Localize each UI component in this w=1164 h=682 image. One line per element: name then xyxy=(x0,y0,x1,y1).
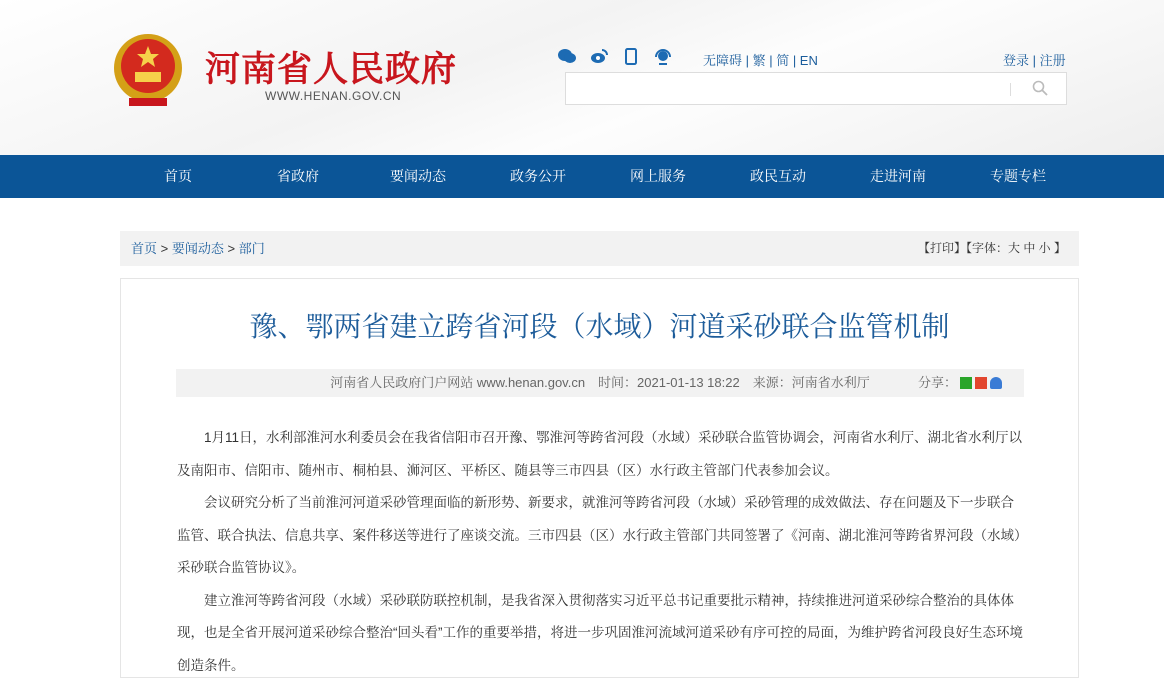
site-url: WWW.HENAN.GOV.CN xyxy=(265,89,401,103)
paragraph: 会议研究分析了当前淮河河道采砂管理面临的新形势、新要求，就淮河等跨省河段（水域）采砂管理的成效做法、存在问题及下一步联合监管、联合执法、信息共享、案件移送等进行了座谈交流。三市四县（区）水行政主管部门共同签署了《河南、湖北淮河等跨省界河段（水域）采砂联合监管协议》。 xyxy=(177,487,1027,585)
separator: > xyxy=(157,241,172,256)
print-font-tools[interactable]: 【打印】【字体：大 中 小 】 xyxy=(918,231,1066,266)
site-name[interactable]: 河南省人民政府 xyxy=(205,42,457,92)
nav-topics[interactable]: 专题专栏 xyxy=(958,155,1078,198)
national-emblem-icon xyxy=(111,32,185,110)
header xyxy=(0,0,1164,155)
nav-public-affairs[interactable]: 政务公开 xyxy=(478,155,598,198)
nav-home[interactable]: 首页 xyxy=(118,155,238,198)
wechat-share-icon[interactable] xyxy=(960,377,972,389)
qq-share-icon[interactable] xyxy=(990,377,1002,389)
search-icon[interactable] xyxy=(1032,80,1048,101)
share-label: 分享： xyxy=(918,369,957,397)
weibo-icon[interactable] xyxy=(590,47,608,65)
nav-about-henan[interactable]: 走进河南 xyxy=(838,155,958,198)
divider xyxy=(1010,83,1011,96)
weibo-share-icon[interactable] xyxy=(975,377,987,389)
paragraph: 1月11日，水利部淮河水利委员会在我省信阳市召开豫、鄂淮河等跨省河段（水域）采砂联合监管协调会，河南省水利厅、湖北省水利厅以及南阳市、信阳市、随州市、桐柏县、浉河区、平桥区、随县等三市四县（区）水行政主管部门代表参加会议。 xyxy=(177,422,1027,487)
login-register-link[interactable]: 登录 | 注册 xyxy=(1003,50,1066,69)
article-meta xyxy=(176,369,1024,397)
separator: > xyxy=(224,241,239,256)
paragraph: 建立淮河等跨省河段（水域）采砂联防联控机制，是我省深入贯彻落实习近平总书记重要批示精神，持续推进河道采砂综合整治的具体体现，也是全省开展河道采砂综合整治“回头看”工作的重要举措，将进一步巩固淮河流域河道采砂有序可控的局面，为维护跨省河段良好生态环境创造条件。 xyxy=(177,585,1027,682)
breadcrumb-home[interactable]: 首页 xyxy=(131,241,157,256)
breadcrumb-news[interactable]: 要闻动态 xyxy=(172,241,224,256)
wechat-icon[interactable] xyxy=(558,47,576,65)
nav-online-services[interactable]: 网上服务 xyxy=(598,155,718,198)
article-body xyxy=(177,422,1027,682)
nav-government[interactable]: 省政府 xyxy=(238,155,358,198)
article-title: 豫、鄂两省建立跨省河段（水域）河道采砂联合监管机制 xyxy=(121,305,1078,345)
main-nav xyxy=(0,155,1164,198)
search-input[interactable] xyxy=(565,72,1067,105)
mobile-icon[interactable] xyxy=(622,47,640,65)
service-icon[interactable] xyxy=(654,47,672,65)
meta-text: 河南省人民政府门户网站 www.henan.gov.cn 时间：2021-01-13 18:22 来源：河南省水利厅 xyxy=(330,375,869,390)
language-links[interactable]: 无障碍 | 繁 | 简 | EN xyxy=(703,50,818,69)
breadcrumb xyxy=(120,231,1079,266)
nav-news[interactable]: 要闻动态 xyxy=(358,155,478,198)
article xyxy=(120,278,1079,678)
breadcrumb-department[interactable]: 部门 xyxy=(239,241,265,256)
share-bar xyxy=(918,369,1002,397)
nav-interaction[interactable]: 政民互动 xyxy=(718,155,838,198)
